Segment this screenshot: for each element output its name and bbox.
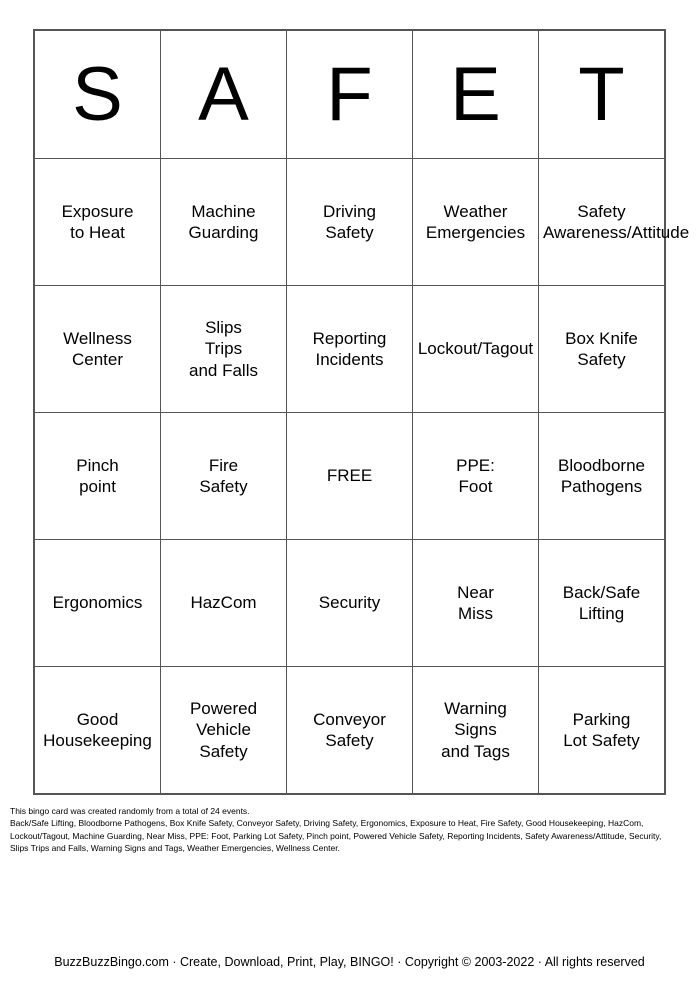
bingo-cell[interactable]: Weather Emergencies [413, 159, 539, 286]
bingo-cell[interactable]: Fire Safety [161, 413, 287, 540]
bingo-row-4 [35, 540, 665, 667]
bingo-cell[interactable]: Parking Lot Safety [539, 667, 665, 794]
bingo-row-2 [35, 286, 665, 413]
bingo-cell[interactable]: Pinch point [35, 413, 161, 540]
bingo-cell[interactable]: Near Miss [413, 540, 539, 667]
bingo-cell[interactable]: Conveyor Safety [287, 667, 413, 794]
bingo-cell[interactable]: Warning Signs and Tags [413, 667, 539, 794]
bingo-cell[interactable]: Ergonomics [35, 540, 161, 667]
bingo-header-row [35, 31, 665, 159]
bingo-cell[interactable]: Lockout/Tagout [413, 286, 539, 413]
card-footnote: This bingo card was created randomly from a total of 24 events. Back/Safe Lifting, Bloodborne Pathogens, Box Knife Safety, Conveyor Safety, Driving Safety, Ergonomics, Exposure to Heat, Fire Safety, Good Housekeeping, HazCom, Lockout/Tagout, Machine Guarding, Near Miss, PPE: Foot, Parking Lot Safety, Pinch point, Powered Vehicle Safety, Reporting Incidents, Safety Awareness/Attitude, Security, Slips Trips and Falls, Warning Signs and Tags, Weather Emergencies, Wellness Center. [10, 806, 662, 853]
bingo-cell[interactable]: Back/Safe Lifting [539, 540, 665, 667]
header-letter-s: S [35, 31, 161, 159]
bingo-card [33, 29, 690, 795]
bingo-cell[interactable]: Box Knife Safety [539, 286, 665, 413]
bingo-cell[interactable]: Slips Trips and Falls [161, 286, 287, 413]
header-letter-e: E [413, 31, 539, 159]
header-letter-t: T [539, 31, 665, 159]
bingo-row-5 [35, 667, 665, 794]
bingo-cell[interactable]: Reporting Incidents [287, 286, 413, 413]
bingo-cell[interactable]: Wellness Center [35, 286, 161, 413]
header-letter-a: A [161, 31, 287, 159]
bingo-grid-body [35, 31, 690, 794]
bingo-row-1 [35, 159, 665, 286]
bingo-cell[interactable]: Security [287, 540, 413, 667]
bingo-cell[interactable]: Good Housekeeping [35, 667, 161, 794]
bingo-cell[interactable]: Bloodborne Pathogens [539, 413, 665, 540]
bingo-grid [34, 30, 690, 794]
bingo-cell[interactable]: PPE: Foot [413, 413, 539, 540]
bingo-cell-free[interactable]: FREE [287, 413, 413, 540]
bingo-cell[interactable]: Driving Safety [287, 159, 413, 286]
bingo-cell[interactable]: Exposure to Heat [35, 159, 161, 286]
bingo-cell[interactable]: Machine Guarding [161, 159, 287, 286]
bingo-cell[interactable]: Powered Vehicle Safety [161, 667, 287, 794]
bingo-cell[interactable]: HazCom [161, 540, 287, 667]
header-letter-f: F [287, 31, 413, 159]
bingo-cell[interactable]: Safety Awareness/Attitude [539, 159, 665, 286]
bingo-row-3 [35, 413, 665, 540]
page-footer: BuzzBuzzBingo.com · Create, Download, Print, Play, BINGO! · Copyright © 2003-2022 · All rights reserved [54, 955, 645, 969]
